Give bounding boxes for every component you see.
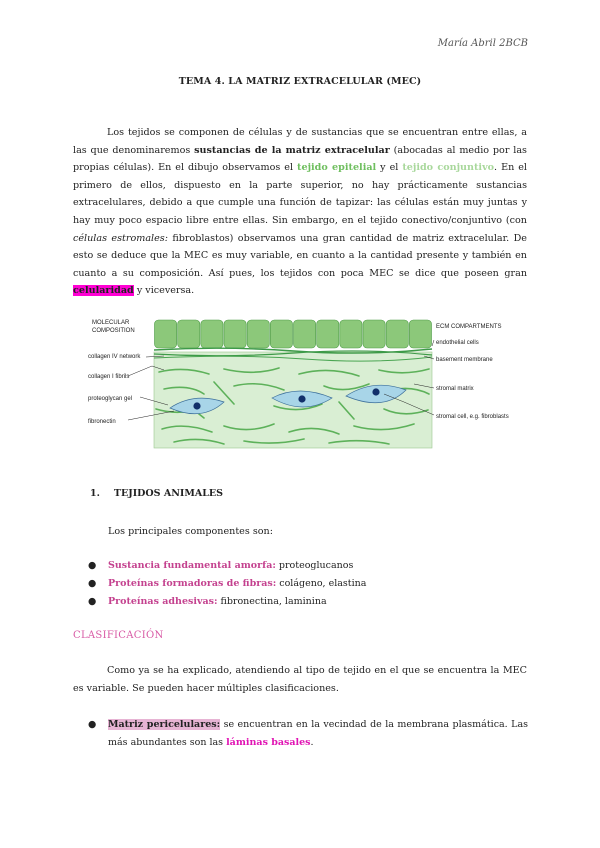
endothelial-cell xyxy=(224,320,246,348)
endothelial-cell xyxy=(386,320,408,348)
endothelial-cell xyxy=(270,320,292,348)
author-name: María Abril 2BCB xyxy=(437,38,528,49)
endothelial-cell xyxy=(155,320,177,348)
label-basement: basement membrane xyxy=(436,357,493,363)
intro-paragraph: Los tejidos se componen de células y de sustancias que se encuentran entre ellas, a las que denominaremos sustancias de la matriz extracelular (abocadas al medio por las propias células). En el dibujo observamos el tejido epitelial y el tejido conjuntivo. En el primero de ellos, dispuesto en la parte superior, no hay prácticamente sustancias extracelulares, debido a que cumple una función de tapizar: las células están muy juntas y hay muy poco espacio libre entre ellas. Sin embargo, en el tejido conectivo/conjuntivo (con células estromales: fibroblastos) observamos una gran cantidad de matriz extracelular. De esto se deduce que la MEC es muy variable, en cuanto a la cantidad presente y también en cuanto a su composición. Así pues, los tejidos con poca MEC se dice que poseen gran celularidad y viceversa. xyxy=(73,127,527,297)
components-intro: Los principales componentes son: xyxy=(108,526,273,537)
endothelial-cells xyxy=(155,320,432,348)
endothelial-cell xyxy=(201,320,223,348)
term-matriz-pericelulares: Matriz pericelulares: xyxy=(108,719,221,730)
endothelial-cell xyxy=(247,320,269,348)
document-title: TEMA 4. LA MATRIZ EXTRACELULAR (MEC) xyxy=(178,76,422,87)
clasificacion-heading: CLASIFICACIÓN xyxy=(73,630,164,641)
term-celularidad: celularidad xyxy=(73,285,134,297)
left-header-1: MOLECULAR xyxy=(92,320,130,326)
term-tejido-epitelial: tejido epitelial xyxy=(297,162,377,174)
ecm-diagram xyxy=(84,314,520,452)
label-stromal-matrix: stromal matrix xyxy=(436,386,474,392)
label-collagen-iv: collagen IV network xyxy=(88,354,141,360)
clasificacion-paragraph: Como ya se ha explicado, atendiendo al tipo de tejido en el que se encuentra la MEC es variable. Se pueden hacer múltiples clasificaciones. xyxy=(73,665,527,694)
endothelial-cell xyxy=(178,320,200,348)
term-matriz-extracelular: sustancias de la matriz extracelular xyxy=(194,144,390,156)
label-fibronectin: fibronectin xyxy=(88,419,116,425)
list-item-pericelulares: ● Matriz pericelulares: se encuentran en la vecindad de la membrana plasmática. Las más abundantes son las láminas basales. xyxy=(88,719,528,748)
label-proteoglycan: proteoglycan gel xyxy=(88,396,133,402)
endothelial-cell xyxy=(317,320,339,348)
section-heading: 1. TEJIDOS ANIMALES xyxy=(90,488,224,499)
left-header-2: COMPOSITION xyxy=(92,328,135,334)
endothelial-cell xyxy=(363,320,385,348)
endothelial-cell xyxy=(409,320,431,348)
endothelial-cell xyxy=(340,320,362,348)
endothelial-cell xyxy=(294,320,316,348)
right-header: ECM COMPARTMENTS xyxy=(436,324,502,330)
label-collagen-i: collagen I fibrils xyxy=(88,374,130,380)
term-tejido-conjuntivo: tejido conjuntivo xyxy=(402,162,495,174)
label-stromal-cell: stromal cell, e.g. fibroblasts xyxy=(436,414,509,420)
term-celulas-estromales: células estromales: xyxy=(73,232,168,244)
term-laminas-basales: láminas basales xyxy=(226,736,311,748)
label-endothelial: endothelial cells xyxy=(436,340,479,346)
